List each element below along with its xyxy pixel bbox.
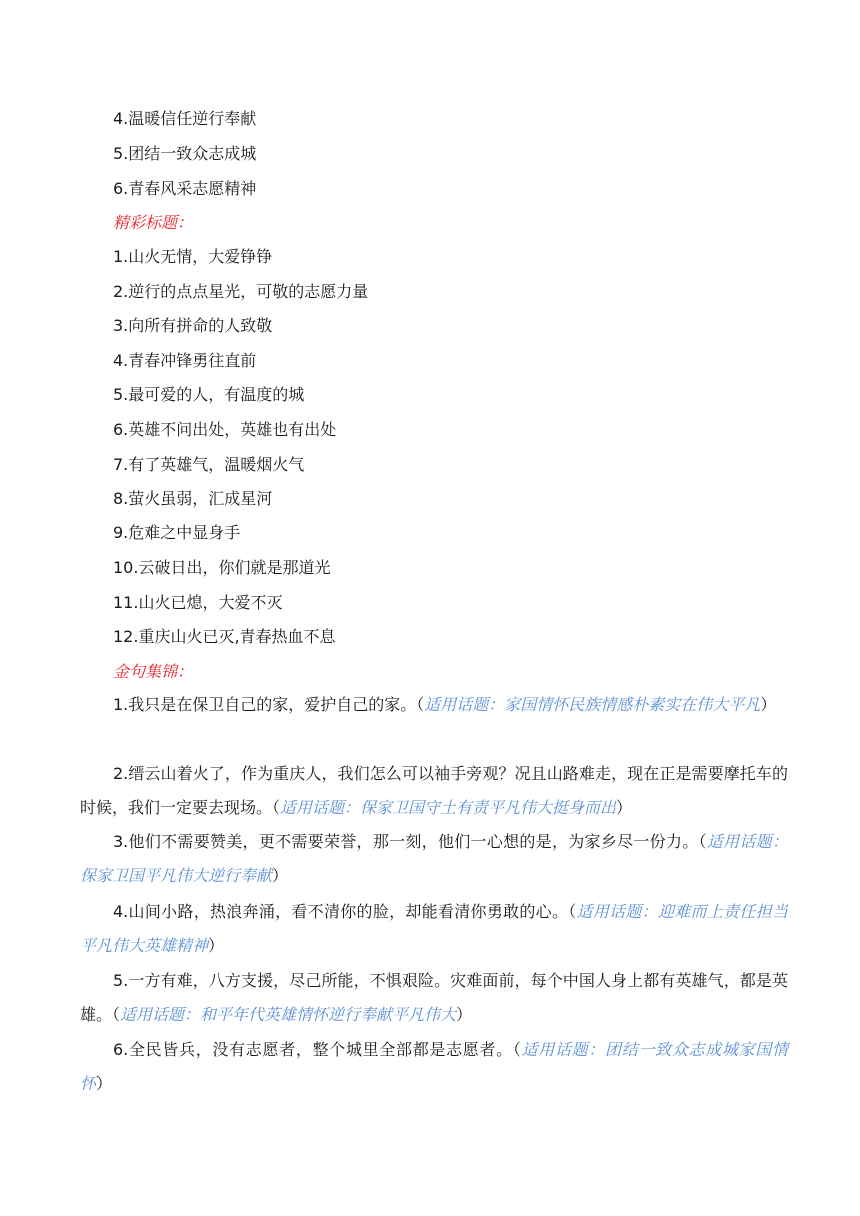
quote-paragraph [80,825,788,893]
quote-paragraph [80,964,788,1032]
quote-paren-close: ） [616,798,633,817]
quote-text: 3.他们不需要赞美，更不需要荣誉，那一刻，他们一心想的是，为家乡尽一份力。 [113,832,699,851]
title-item: 6.英雄不问出处，英雄也有出处 [113,420,337,439]
topic-item: 5.团结一致众志成城 [113,144,257,163]
topic-item: 4.温暖信任逆行奉献 [113,109,257,128]
quote-topic-tag: 适用话题：和平年代英雄情怀逆行奉献平凡伟大 [120,1005,457,1024]
quote-paren-close: ） [272,866,289,885]
quote-text: 2.缙云山着火了，作为重庆人，我们怎么可以袖手旁观？况且山路难走，现在正是需要摩托车的时候，我们一定要去现场。 [80,764,788,817]
quote-paren-open: （ [568,902,577,921]
quotes-heading: 金句集锦： [113,662,194,681]
quote-text: 4.山间小路，热浪奔涌，看不清你的脸，却能看清你勇敢的心。 [113,902,569,921]
title-item: 1.山火无情，大爱铮铮 [113,247,273,266]
quote-topic-tag: 适用话题：迎难而上责任担当平凡伟大英雄精神 [80,902,788,955]
quote-paren-close: ） [208,936,225,955]
titles-heading: 精彩标题： [113,213,194,232]
quote-topic-tag: 适用话题：保家卫国守土有责平凡伟大挺身而出 [280,798,617,817]
quote-topic-tag: 适用话题：保家卫国平凡伟大逆行奉献 [80,832,788,885]
title-item: 5.最可爱的人，有温度的城 [113,385,305,404]
quote-paragraph [80,1033,788,1101]
quote-paren-open: （ [512,1040,522,1059]
title-item: 10.云破日出，你们就是那道光 [113,558,331,577]
quote-paragraph [80,757,788,825]
quote-paren-close: ） [760,695,777,714]
title-item: 7.有了英雄气，温暖烟火气 [113,455,305,474]
quote-paren-open: （ [112,1005,121,1024]
quote-paragraph [80,688,788,722]
quote-text: 1.我只是在保卫自己的家，爱护自己的家。 [113,695,417,714]
title-item: 8.萤火虽弱，汇成星河 [113,489,273,508]
quote-paren-close: ） [456,1005,473,1024]
quote-paren-open: （ [272,798,281,817]
quote-topic-tag: 适用话题：家国情怀民族情感朴素实在伟大平凡 [424,695,761,714]
quote-paren-close: ） [96,1074,113,1093]
quote-topic-tag: 适用话题：团结一致众志成城家国情怀 [80,1040,788,1093]
title-item: 9.危难之中显身手 [113,523,241,542]
title-item: 2.逆行的点点星光，可敬的志愿力量 [113,282,369,301]
quote-text: 6.全民皆兵，没有志愿者，整个城里全部都是志愿者。 [113,1040,513,1059]
title-item: 4.青春冲锋勇往直前 [113,351,257,370]
title-item: 11.山火已熄，大爱不灭 [113,593,283,612]
quote-paren-open: （ [416,695,425,714]
quote-text: 5.一方有难，八方支援，尽己所能，不惧艰险。灾难面前，每个中国人身上都有英雄气，都是英雄。 [80,971,788,1024]
title-item: 3.向所有拼命的人致敬 [113,316,273,335]
title-item: 12.重庆山火已灭,青春热血不息 [113,627,336,646]
topic-item: 6.青春风采志愿精神 [113,179,257,198]
quote-paragraph [80,895,788,963]
quote-paren-open: （ [698,832,707,851]
